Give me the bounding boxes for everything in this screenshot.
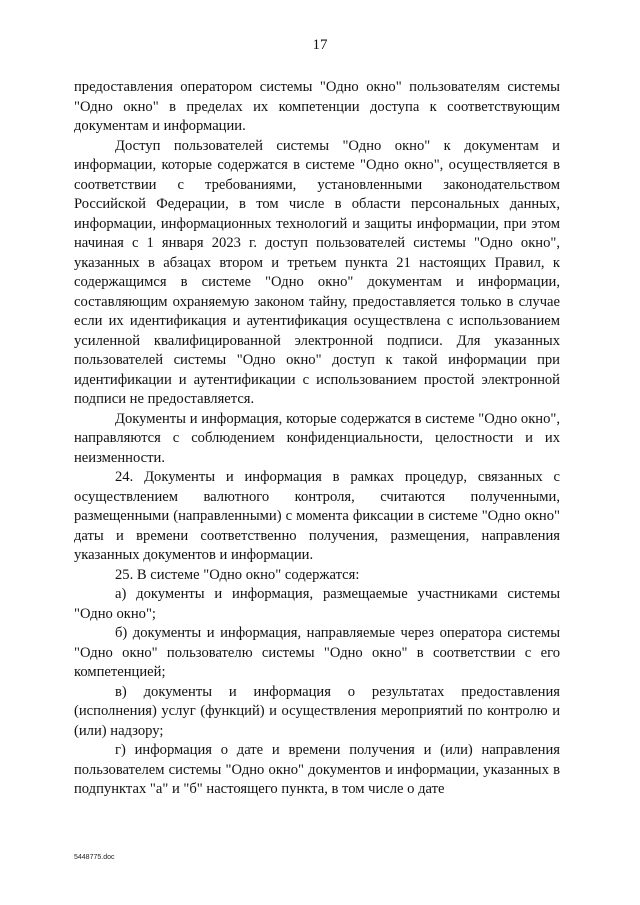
paragraph-clause-25: 25. В системе "Одно окно" содержатся: [115,566,360,583]
paragraph-access-continuation: предоставления оператором системы "Одно окно" пользователям системы "Одно окно" в пределах их компетенции доступа к соответствующим документам и информации. [74,79,560,134]
list-item-a: а) документы и информация, размещаемые участниками системы "Одно окно"; [74,586,560,622]
list-item-v: в) документы и информация о результатах предоставления (исполнения) услуг (функций) и осуществления мероприятий по контролю и (или) надзору; [74,683,560,739]
paragraph-user-access: Доступ пользователей системы "Одно окно" к документам и информации, которые содержатся в системе "Одно окно", осуществляется в соответствии с требованиями, установленными законодательством Российской Федерации, в том числе в области персональных данных, информации, информационных технологий и защиты информации, при этом начиная с 1 января 2023 г. доступ пользователей системы "Одно окно", указанных в абзацах втором и третьем пункта 21 настоящих Правил, к содержащимся в системе "Одно окно" документам и информации, составляющим охраняемую законом тайну, предоставляется только в случае если их идентификация и аутентификация осуществлена с использованием усиленной квалифицированной электронной подписи. Для указанных пользователей системы "Одно окно" доступ к такой информации при идентификации и аутентификации с использованием простой электронной подписи не предоставляется. [74,137,560,407]
paragraph-clause-24: 24. Документы и информация в рамках процедур, связанных с осуществлением валютного контроля, считаются полученными, размещенными (направленными) с момента фиксации в системе "Одно окно" даты и времени соответственно получения, размещения, направления указанных документов и информации. [74,469,560,563]
page-number: 17 [312,37,328,53]
list-item-b: б) документы и информация, направляемые через оператора системы "Одно окно" пользователю системы "Одно окно" в соответствии с его компетенцией; [74,625,560,680]
document-body [74,78,560,800]
list-item-g: г) информация о дате и времени получения и (или) направления пользователем системы "Одно окно" документов и информации, указанных в подпунктах "а" и "б" настоящего пункта, в том числе о дате [74,742,560,797]
paragraph-confidentiality: Документы и информация, которые содержатся в системе "Одно окно", направляются с соблюдением конфиденциальности, целостности и их неизменности. [74,410,560,466]
document-file-code: 5448775.doc [74,854,115,861]
